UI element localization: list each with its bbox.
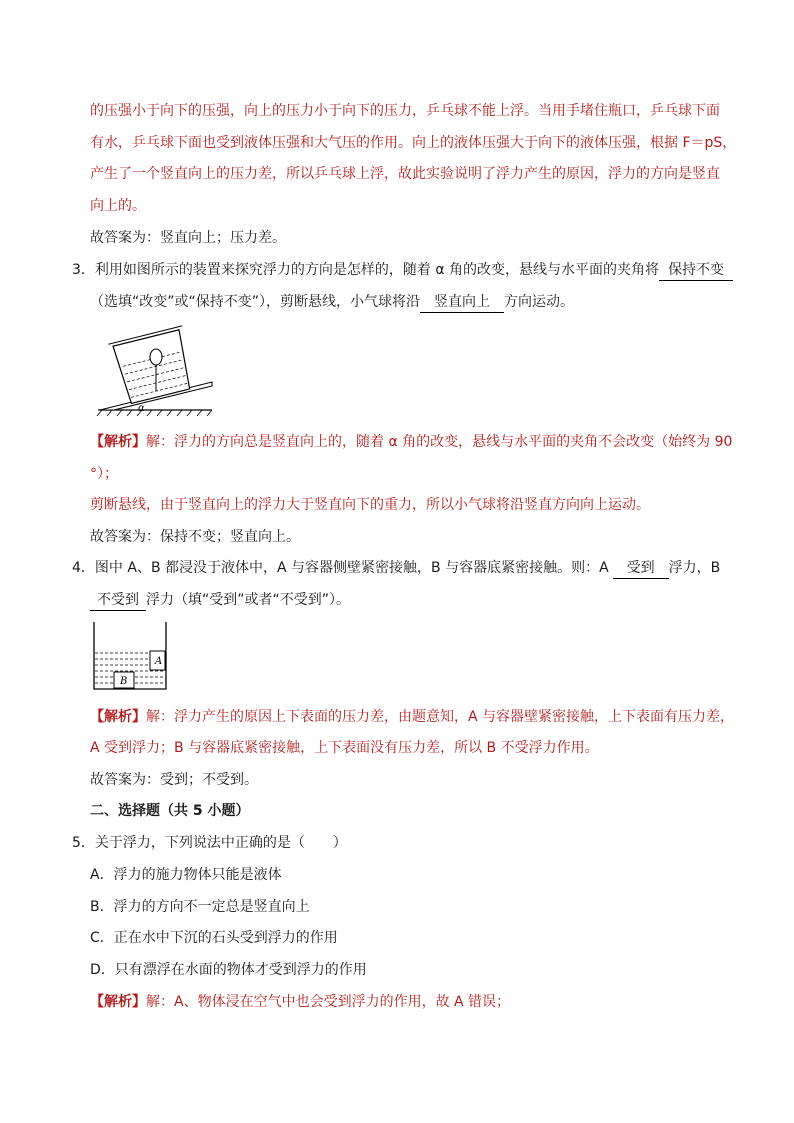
q3-analysis-tag: 【解析】 [90,434,146,450]
q4-text-1: 图中 A、B 都浸没于液体中，A 与容器侧壁紧密接触，B 与容器底紧密接触。则：A [94,560,609,576]
q4-number: 4． [72,560,95,576]
q4-analysis-line-2: A 受到浮力；B 与容器底紧密接触，上下表面没有压力差，所以 B 不受浮力作用。 [90,740,599,756]
q4-answer: 故答案为：受到；不受到。 [90,772,258,788]
q3-blank-2: 竖直向上 [420,292,504,313]
q4-blank-1: 受到 [613,558,669,579]
q3-analysis-line-2: °）； [90,466,118,482]
q4-figure-container [92,620,170,692]
q4-line-2 [90,590,350,611]
q5-option-c: C．正在水中下沉的石头受到浮力的作用 [90,930,338,946]
q5-text: 关于浮力，下列说法中正确的是（ ） [94,835,347,851]
q4-blank-2: 不受到 [90,590,146,611]
q3-text-1: 利用如图所示的装置来探究浮力的方向是怎样的，随着 α 角的改变，悬线与水平面的夹角将 [94,262,660,278]
block-a-label: A [155,656,163,667]
q5-option-b: B．浮力的方向不一定总是竖直向上 [90,899,310,915]
q4-analysis-tag: 【解析】 [90,709,146,725]
q3-analysis-line-3: 剪断悬线，由于竖直向上的浮力大于竖直向下的重力，所以小气球将沿竖直方向向上运动。 [90,497,650,513]
prev-analysis-line-1: 的压强小于向下的压强，向上的压力小于向下的压力，乒乓球不能上浮。当用手堵住瓶口，乒乓球下面 [90,103,720,119]
q4-analysis-1: 解：浮力产生的原因上下表面的压力差，由题意知，A 与容器壁紧密接触，上下表面有压力差， [146,709,735,725]
q5-line-1 [72,833,347,853]
q3-line-2 [90,292,574,313]
alpha-label: α [138,403,145,414]
balloon-shape [150,349,162,365]
prev-analysis-line-4: 向上的。 [90,198,146,214]
q4-text-3: 浮力（填“受到”或者“不受到”）。 [146,592,351,608]
q5-number: 5． [72,835,95,851]
q3-answer: 故答案为：保持不变；竖直向上。 [90,529,300,545]
block-b-label: B [120,676,128,687]
q4-analysis-line-1 [90,707,734,727]
q5-analysis-line-1 [90,992,510,1012]
q3-blank-1: 保持不变 [659,260,733,281]
q3-line-1 [72,260,733,281]
q3-text-2: （选填“改变”或“保持不变”），剪断悬线，小气球将沿 [90,294,421,310]
prev-analysis-line-3: 产生了一个竖直向上的压力差，所以乒乓球上浮，故此实验说明了浮力产生的原因，浮力的方向是竖直 [90,166,720,182]
q3-figure-incline-beaker [92,325,217,420]
q3-analysis-1: 解：浮力的方向总是竖直向上的，随着 α 角的改变，悬线与水平面的夹角不会改变（始终为 90 [146,434,733,450]
prev-answer: 故答案为：竖直向上；压力差。 [90,230,286,246]
q5-analysis-tag: 【解析】 [90,994,146,1010]
q5-option-d: D．只有漂浮在水面的物体才受到浮力的作用 [90,962,367,978]
q4-text-2: 浮力，B [668,560,721,576]
q5-analysis-1: 解：A、物体浸在空气中也会受到浮力的作用，故 A 错误； [146,994,511,1010]
section-2-title: 二、选择题（共 5 小题） [90,803,250,819]
prev-analysis-line-2: 有水，乒乓球下面也受到液体压强和大气压的作用。向上的液体压强大于向下的液体压强，根据 F＝pS， [90,135,737,151]
q3-analysis-line-1 [90,432,732,452]
q3-number: 3． [72,262,95,278]
q3-text-3: 方向运动。 [504,294,575,310]
q5-option-a: A．浮力的施力物体只能是液体 [90,867,282,883]
q4-line-1 [72,558,720,579]
